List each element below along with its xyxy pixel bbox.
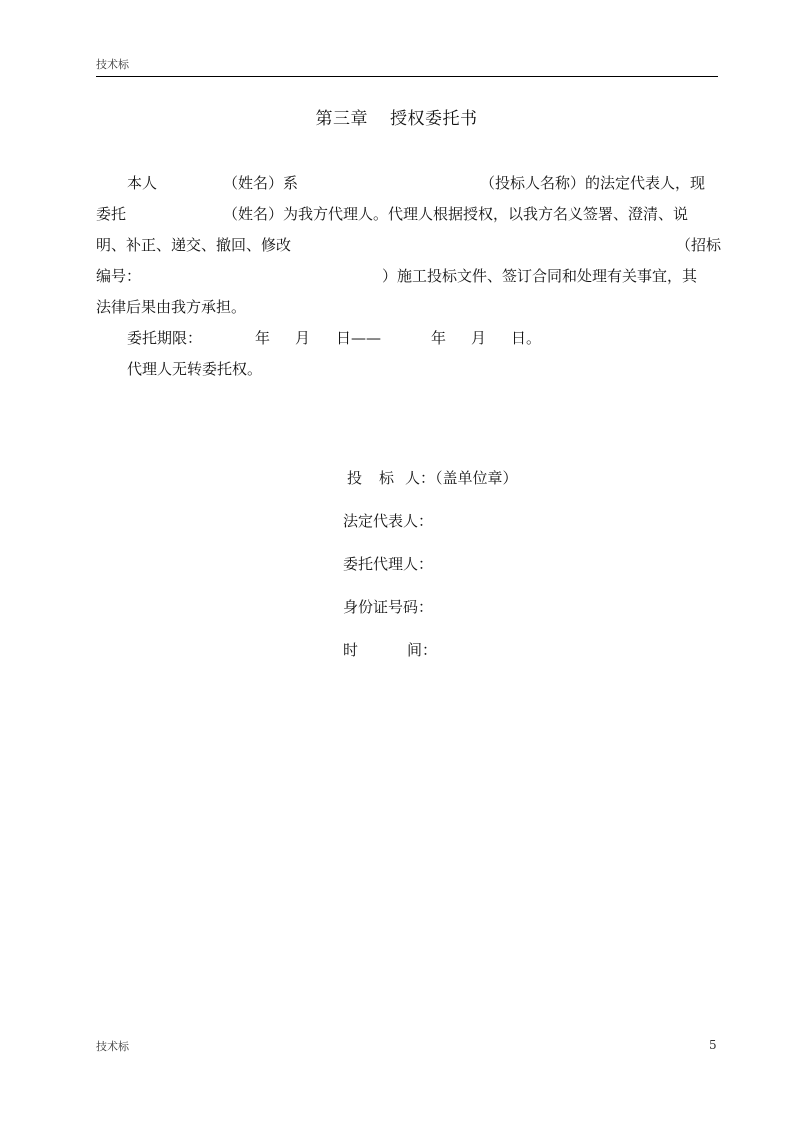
text-segment: 月 bbox=[295, 329, 311, 347]
body-line-4 bbox=[96, 265, 718, 296]
text-segment: （招标 bbox=[676, 236, 722, 254]
text-segment: 标 bbox=[379, 469, 395, 487]
signature-agent: 委托代理人： bbox=[343, 555, 434, 573]
body-line-2 bbox=[96, 203, 718, 234]
text-segment: 代理人无转委托权。 bbox=[127, 360, 263, 378]
no-delegation-clause bbox=[96, 358, 718, 389]
text-segment: 委托 bbox=[96, 205, 127, 223]
text-segment: 人：（盖单位章） bbox=[405, 469, 518, 487]
text-segment: ）施工投标文件、签订合同和处理有关事宜，其 bbox=[382, 267, 698, 285]
text-segment: 年 bbox=[431, 329, 447, 347]
text-segment: 明、补正、递交、撤回、修改 bbox=[96, 236, 292, 254]
page-title bbox=[0, 104, 793, 129]
signature-id-number: 身份证号码： bbox=[343, 598, 434, 616]
text-segment: （投标人名称）的法定代表人，现 bbox=[480, 174, 706, 192]
body-line-3 bbox=[96, 234, 722, 265]
authorization-period bbox=[96, 327, 718, 358]
text-segment: 法律后果由我方承担。 bbox=[96, 298, 247, 316]
text-segment: 间： bbox=[407, 641, 438, 659]
text-segment: 时 bbox=[343, 641, 359, 659]
body-line-1 bbox=[96, 172, 718, 203]
text-segment: 编号： bbox=[96, 267, 142, 285]
text-segment: 年 bbox=[255, 329, 271, 347]
page-footer-label: 技术标 bbox=[96, 1040, 129, 1053]
chapter-number: 第三章 bbox=[315, 109, 368, 129]
text-segment: （姓名）系 bbox=[223, 174, 299, 192]
header-divider bbox=[96, 76, 718, 77]
page-header-label: 技术标 bbox=[96, 58, 129, 71]
text-segment: （姓名）为我方代理人。代理人根据授权，以我方名义签署、澄清、说 bbox=[223, 205, 689, 223]
text-segment: 日。 bbox=[511, 329, 542, 347]
body-line-5 bbox=[96, 296, 718, 327]
text-segment: 日—— bbox=[336, 329, 382, 347]
text-segment: 本人 bbox=[127, 174, 158, 192]
signature-legal-rep: 法定代表人： bbox=[343, 512, 434, 530]
page-number: 5 bbox=[709, 1038, 717, 1052]
text-segment: 投 bbox=[347, 469, 363, 487]
period-label: 委托期限： bbox=[127, 329, 203, 347]
text-segment: 月 bbox=[471, 329, 487, 347]
chapter-name: 授权委托书 bbox=[390, 109, 478, 129]
